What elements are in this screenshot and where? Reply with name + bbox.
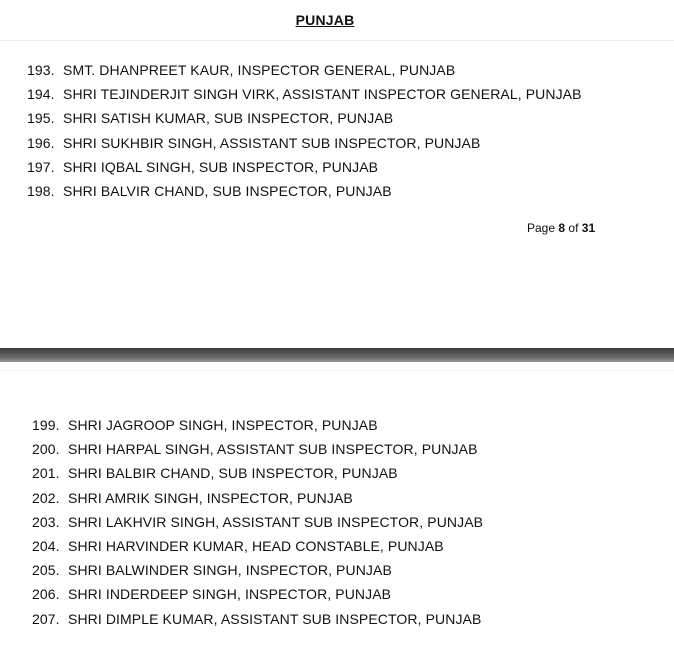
award-list (32, 413, 483, 631)
entry-number: 195. (27, 110, 55, 127)
entry-number: 199. (32, 417, 60, 433)
entry-number: 203. (32, 513, 60, 530)
entry-number: 197. (27, 158, 55, 175)
entry-text: SHRI HARPAL SINGH, ASSISTANT SUB INSPECTOR, PUNJAB (68, 441, 478, 458)
list-item (27, 131, 582, 155)
page-label: Page (527, 221, 556, 235)
document-page-9 (0, 362, 674, 665)
scan-artifact-line (0, 370, 674, 371)
list-item (32, 607, 483, 631)
page-total: 31 (581, 221, 596, 235)
entry-number: 193. (27, 62, 55, 78)
list-item (32, 413, 483, 437)
page-separator (0, 348, 674, 362)
entry-text: SHRI BALWINDER SINGH, INSPECTOR, PUNJAB (68, 562, 392, 579)
entry-text: SHRI AMRIK SINGH, INSPECTOR, PUNJAB (68, 489, 353, 506)
entry-number: 204. (32, 537, 60, 554)
list-item (27, 179, 582, 203)
entry-text: SHRI BALBIR CHAND, SUB INSPECTOR, PUNJAB (68, 465, 398, 482)
entry-number: 206. (32, 586, 60, 603)
entry-text: SHRI DIMPLE KUMAR, ASSISTANT SUB INSPECTOR, PUNJAB (68, 610, 482, 627)
list-item (32, 558, 483, 582)
list-item (32, 582, 483, 606)
page-number-footer (527, 221, 595, 235)
list-item (32, 486, 483, 510)
list-item (32, 437, 483, 461)
entry-number: 207. (32, 610, 60, 627)
entry-number: 194. (27, 86, 55, 103)
entry-text: SHRI IQBAL SINGH, SUB INSPECTOR, PUNJAB (63, 158, 379, 175)
entry-text: SHRI INDERDEEP SINGH, INSPECTOR, PUNJAB (68, 586, 392, 603)
entry-number: 198. (27, 182, 55, 199)
list-item (32, 461, 483, 485)
entry-text: SHRI HARVINDER KUMAR, HEAD CONSTABLE, PUNJAB (68, 537, 444, 554)
entry-number: 200. (32, 441, 60, 458)
award-list (27, 58, 582, 203)
entry-number: 201. (32, 465, 60, 482)
list-item (27, 106, 582, 130)
entry-text: SHRI TEJINDERJIT SINGH VIRK, ASSISTANT INSPECTOR GENERAL, PUNJAB (63, 86, 582, 103)
list-item (32, 510, 483, 534)
list-item (27, 82, 582, 106)
entry-number: 196. (27, 134, 55, 151)
page-of-label: of (568, 221, 579, 235)
entry-text: SHRI LAKHVIR SINGH, ASSISTANT SUB INSPECTOR, PUNJAB (68, 513, 484, 530)
list-item (27, 155, 582, 179)
entry-text: SHRI BALVIR CHAND, SUB INSPECTOR, PUNJAB (63, 182, 392, 199)
scan-artifact-line (0, 40, 674, 41)
list-item (32, 534, 483, 558)
page-current: 8 (558, 221, 566, 235)
entry-number: 205. (32, 562, 60, 579)
entry-text: SHRI SATISH KUMAR, SUB INSPECTOR, PUNJAB (63, 110, 394, 127)
entry-text: SHRI SUKHBIR SINGH, ASSISTANT SUB INSPECTOR, PUNJAB (63, 134, 481, 151)
entry-text: SHRI JAGROOP SINGH, INSPECTOR, PUNJAB (68, 417, 378, 433)
list-item (27, 58, 582, 82)
entry-number: 202. (32, 489, 60, 506)
section-heading: PUNJAB (295, 12, 355, 28)
entry-text: SMT. DHANPREET KAUR, INSPECTOR GENERAL, PUNJAB (63, 62, 456, 78)
